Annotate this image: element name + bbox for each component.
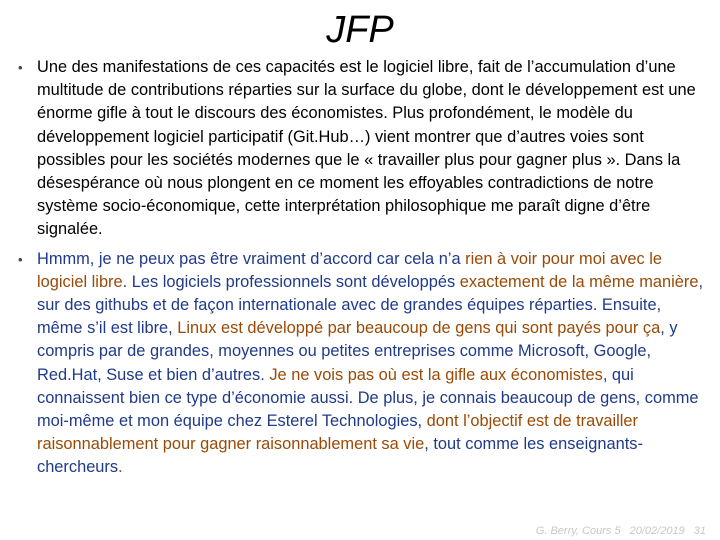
text-segment: , sur des githubs et de façon internationale avec de grandes équipes réparties. Ensuite, même s’il est libre, <box>37 272 704 338</box>
highlighted-segment: Je ne vois pas où est la gifle aux économistes <box>269 365 603 384</box>
text-segment: , tout comme les enseignants-chercheurs <box>37 435 643 477</box>
highlighted-segment: dont l’objectif est de travailler raisonnablement pour gagner raisonnablement sa vie <box>37 412 639 454</box>
bullet-marker-icon: • <box>18 60 23 75</box>
highlighted-segment: . <box>118 458 123 477</box>
footer-page-number: 31 <box>693 525 706 537</box>
highlighted-segment: Linux est développé par beaucoup de gens qui sont payés pour ça <box>177 319 661 338</box>
footer-author-course: G. Berry, Cours 5 <box>535 525 621 537</box>
bullet-item-1 <box>18 56 708 242</box>
bullet-marker-icon: • <box>18 251 23 267</box>
text-segment: Hmmm, je ne peux pas être vraiment d’accord car cela n’a <box>37 249 466 268</box>
slide-footer <box>530 525 706 537</box>
footer-date: 20/02/2019 <box>629 525 685 537</box>
highlighted-segment: rien à voir pour moi avec le logiciel libre <box>37 249 662 291</box>
text-segment: Une des manifestations de ces capacités est le logiciel libre, fait de l’accumulation d’une multitude de contributions réparties sur la surface du globe, dont le développement est une énorme gifle à tout le discours des économistes. Plus profondément, le modèle du développement logiciel participatif (Git.Hub…) vient montrer que d’autres voies sont possibles pour les sociétés modernes que le « travailler plus pour gagner plus ». Dans la désespérance où nous plongent en ce moment les effoyables contradictions de notre système socio-économique, cette interprétation philosophique me paraît digne d’être signalée. <box>37 58 696 239</box>
bullet-item-2 <box>18 248 708 480</box>
bullet-text-2 <box>37 250 703 477</box>
bullet-list <box>18 56 708 486</box>
highlighted-segment: exactement de la même manière <box>459 272 699 291</box>
text-segment: . Les logiciels professionnels sont développés <box>122 272 460 291</box>
slide-title: JFP <box>326 9 394 51</box>
text-segment: , qui connaissent bien ce type d’économie aussi. De plus, je connais beaucoup de gens, comme moi-même et mon équipe chez Esterel Technologies, <box>37 365 699 431</box>
text-segment: , y compris par de grandes, moyennes ou petites entreprises comme Microsoft, Google, Red.Hat, Suse et bien d’autres. <box>37 319 678 384</box>
bullet-text-1 <box>37 58 696 238</box>
